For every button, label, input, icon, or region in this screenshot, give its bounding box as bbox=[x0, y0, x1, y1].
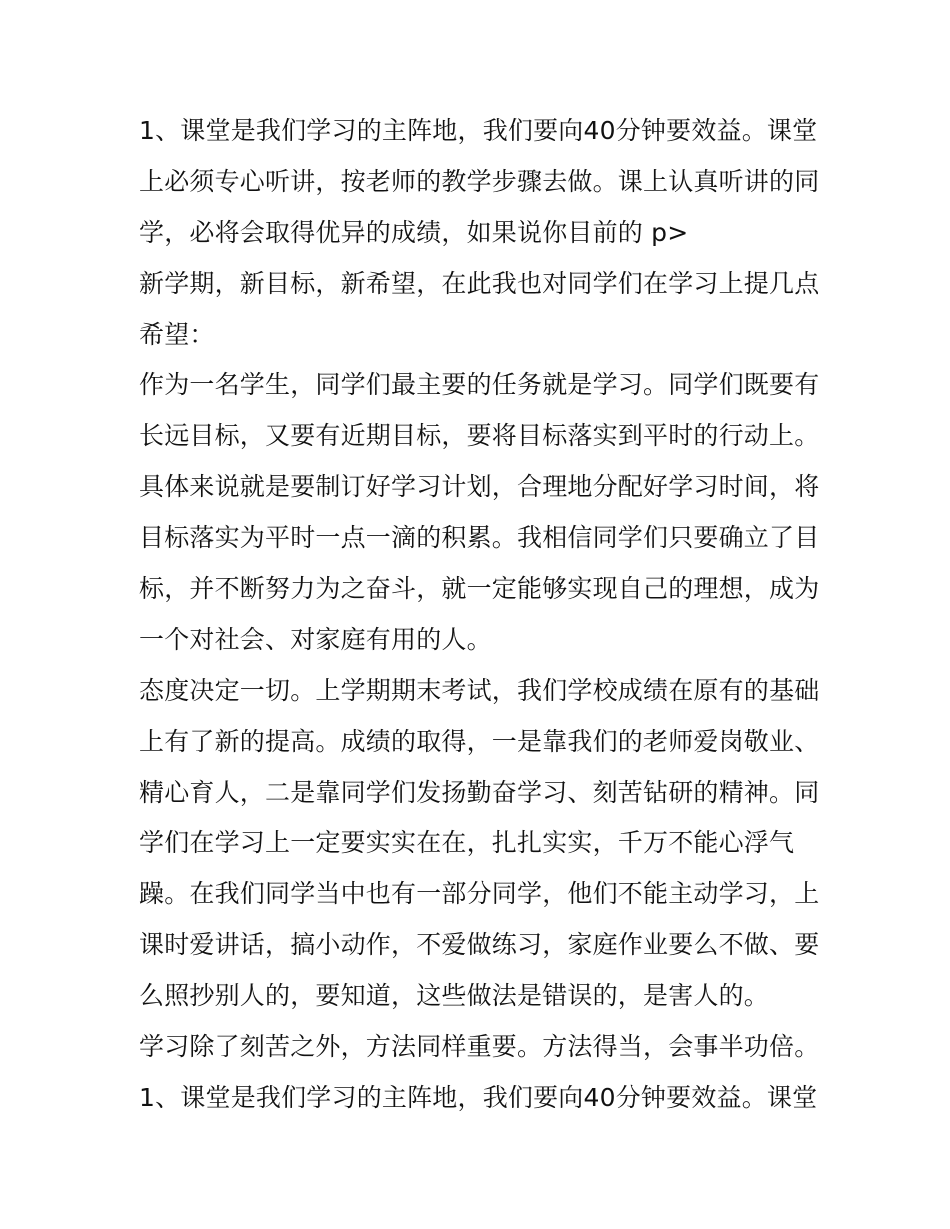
text-line: 学习除了刻苦之外，方法同样重要。方法得当，会事半功倍。 bbox=[139, 1032, 820, 1062]
text-line: 课时爱讲话，搞小动作，不爱做练习，家庭作业要么不做、要 bbox=[139, 930, 820, 960]
document-body bbox=[139, 106, 819, 1124]
text-line: 作为一名学生，同学们最主要的任务就是学习。同学们既要有 bbox=[139, 370, 820, 400]
text-line: 么照抄别人的，要知道，这些做法是错误的，是害人的。 bbox=[139, 981, 770, 1011]
text-line: 1、课堂是我们学习的主阵地，我们要向40分钟要效益。课堂 bbox=[139, 1082, 818, 1112]
text-line: 新学期，新目标，新希望，在此我也对同学们在学习上提几点 bbox=[139, 268, 820, 298]
text-line: 学，必将会取得优异的成绩，如果说你目前的 p> bbox=[139, 217, 689, 247]
text-line: 希望： bbox=[139, 319, 215, 349]
text-line: 长远目标，又要有近期目标，要将目标落实到平时的行动上。 bbox=[139, 421, 820, 451]
text-line: 一个对社会、对家庭有用的人。 bbox=[139, 624, 492, 654]
text-line: 上必须专心听讲，按老师的教学步骤去做。课上认真听讲的同 bbox=[139, 166, 820, 196]
text-line: 躁。在我们同学当中也有一部分同学，他们不能主动学习，上 bbox=[139, 879, 820, 909]
text-line: 上有了新的提高。成绩的取得，一是靠我们的老师爱岗敬业、 bbox=[139, 726, 820, 756]
text-line: 标，并不断努力为之奋斗，就一定能够实现自己的理想，成为 bbox=[139, 574, 820, 604]
text-line: 学们在学习上一定要实实在在，扎扎实实，千万不能心浮气 bbox=[139, 828, 795, 858]
text-line: 具体来说就是要制订好学习计划，合理地分配好学习时间，将 bbox=[139, 472, 820, 502]
text-line: 精心育人，二是靠同学们发扬勤奋学习、刻苦钻研的精神。同 bbox=[139, 777, 820, 807]
text-line: 目标落实为平时一点一滴的积累。我相信同学们只要确立了目 bbox=[139, 523, 820, 553]
text-line: 态度决定一切。上学期期末考试，我们学校成绩在原有的基础 bbox=[139, 675, 820, 705]
text-line: 1、课堂是我们学习的主阵地，我们要向40分钟要效益。课堂 bbox=[139, 116, 818, 145]
